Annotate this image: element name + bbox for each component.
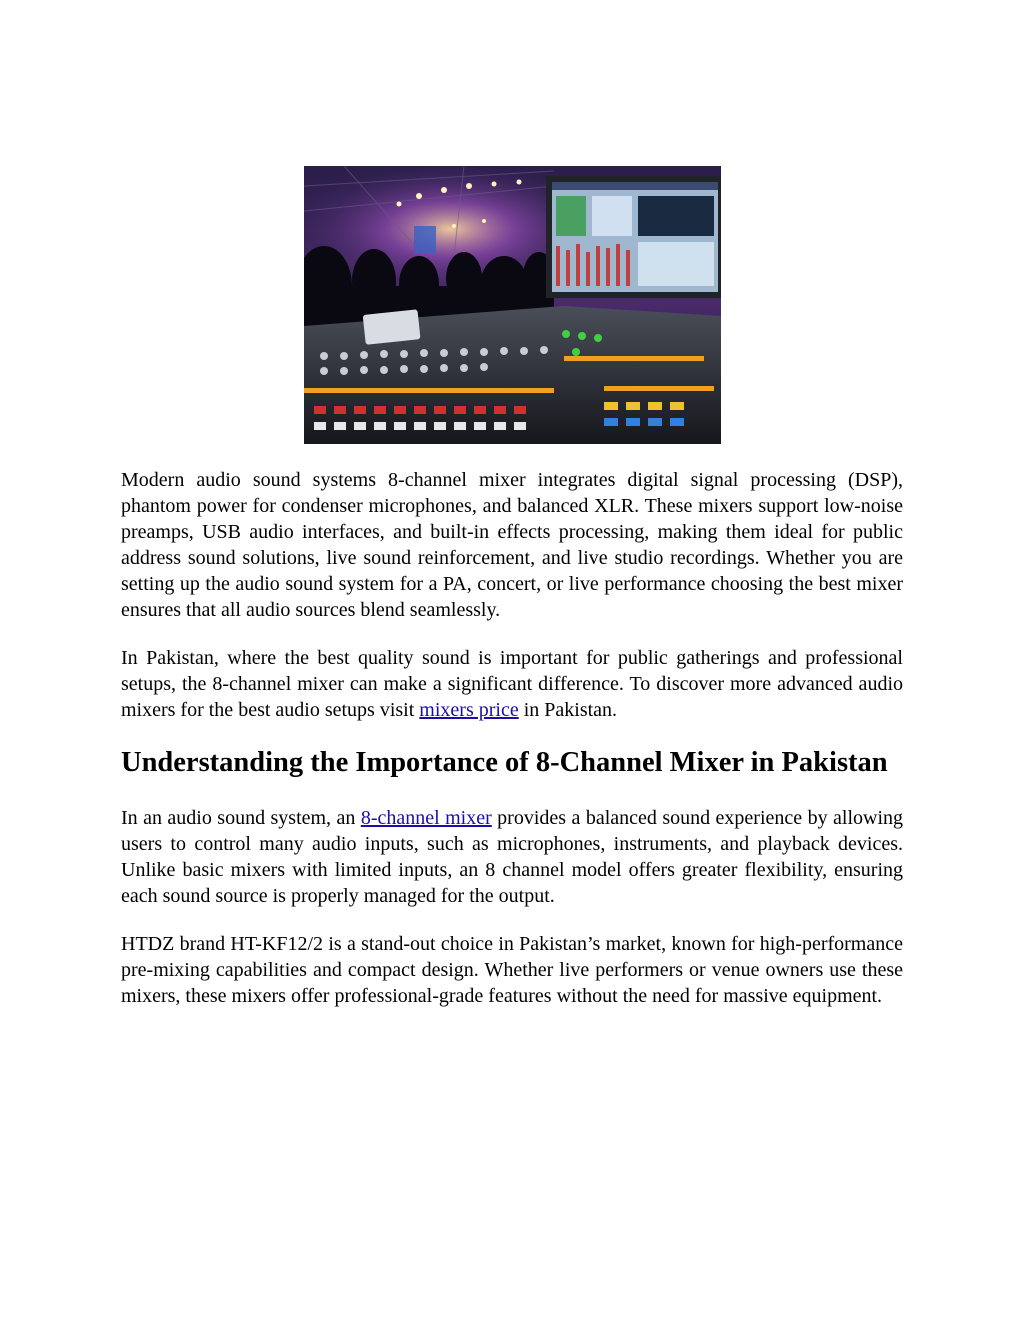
paragraph-text: In Pakistan, where the best quality sound is important for public gatherings and professional setups, the 8-channel mixer can make a significant difference. To discover more advanced audio mixers for the best audio setups visit <box>121 647 903 721</box>
mixing-console-photo <box>304 166 721 444</box>
8-channel-mixer-link[interactable]: 8-channel mixer <box>360 807 492 829</box>
section-heading: Understanding the Importance of 8-Channel Mixer in Pakistan <box>121 747 888 778</box>
paragraph-text: In an audio sound system, an <box>121 807 361 829</box>
paragraph-text: provides a balanced sound experience by allowing users to control many audio inputs, such as microphones, instruments, and playback devices. Unlike basic mixers with limited inputs, an 8 channel model offers greater flexibility, ensuring each sound source is properly managed for the output. <box>121 807 903 907</box>
paragraph-intro: Modern audio sound systems 8-channel mixer integrates digital signal processing (DSP), phantom power for condenser microphones, and balanced XLR. These mixers support low-noise preamps, USB audio interfaces, and built-in effects processing, making them ideal for public address sound solutions, live sound reinforcement, and live studio recordings. Whether you are setting up the audio sound system for a PA, concert, or live performance choosing the best mixer ensures that all audio sources blend seamlessly. <box>121 469 903 621</box>
article-body <box>121 467 903 1031</box>
paragraph-8-channel <box>121 805 903 909</box>
paragraph-htdz: HTDZ brand HT-KF12/2 is a stand-out choice in Pakistan’s market, known for high-performance pre-mixing capabilities and compact design. Whether live performers or venue owners use these mixers, these mixers offer professional-grade features without the need for massive equipment. <box>121 933 903 1007</box>
paragraph-pakistan <box>121 645 903 723</box>
paragraph-text: in Pakistan. <box>518 699 618 721</box>
mixers-price-link[interactable]: mixers price <box>419 699 519 721</box>
